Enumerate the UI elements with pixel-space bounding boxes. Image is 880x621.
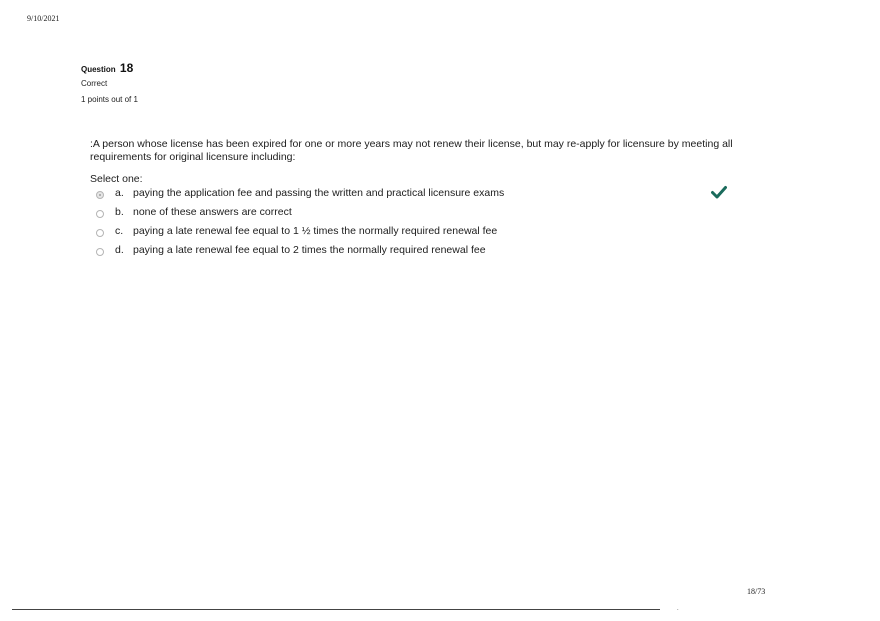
answer-text: paying a late renewal fee equal to 1 ½ times the normally required renewal fee [133,225,498,237]
answer-option-d[interactable] [90,243,740,262]
question-label: Question [81,65,116,74]
radio-button-a[interactable] [96,191,104,199]
answer-option-b[interactable] [90,205,740,224]
answer-text: paying the application fee and passing the written and practical licensure exams [133,187,505,199]
answer-text: none of these answers are correct [133,206,292,218]
question-info [81,60,138,104]
question-grade: 1 points out of 1 [81,95,138,104]
answer-letter: d. [115,244,124,256]
answer-option-c[interactable] [90,224,740,243]
answer-letter: b. [115,206,124,218]
answer-letter: c. [115,225,124,237]
radio-button-b[interactable] [96,210,104,218]
question-heading [81,60,138,78]
page-number: 18/73 [747,587,766,596]
checkmark-icon [711,185,727,199]
footer-divider [12,609,660,610]
answer-list [90,186,740,262]
answer-option-a[interactable] [90,186,740,205]
print-date: 9/10/2021 [27,14,60,23]
radio-button-c[interactable] [96,229,104,237]
radio-button-d[interactable] [96,248,104,256]
answer-letter: a. [115,187,124,199]
select-prompt: Select one: [90,173,143,185]
question-content [90,138,740,262]
question-number: 18 [119,61,134,75]
question-text: :A person whose license has been expired for one or more years may not renew their license, but may re-apply for licensure by meeting all requirements for original licensure including: [90,138,733,163]
question-state: Correct [81,79,108,88]
answer-text: paying a late renewal fee equal to 2 times the normally required renewal fee [133,244,486,256]
footer-mark: . [677,606,679,612]
